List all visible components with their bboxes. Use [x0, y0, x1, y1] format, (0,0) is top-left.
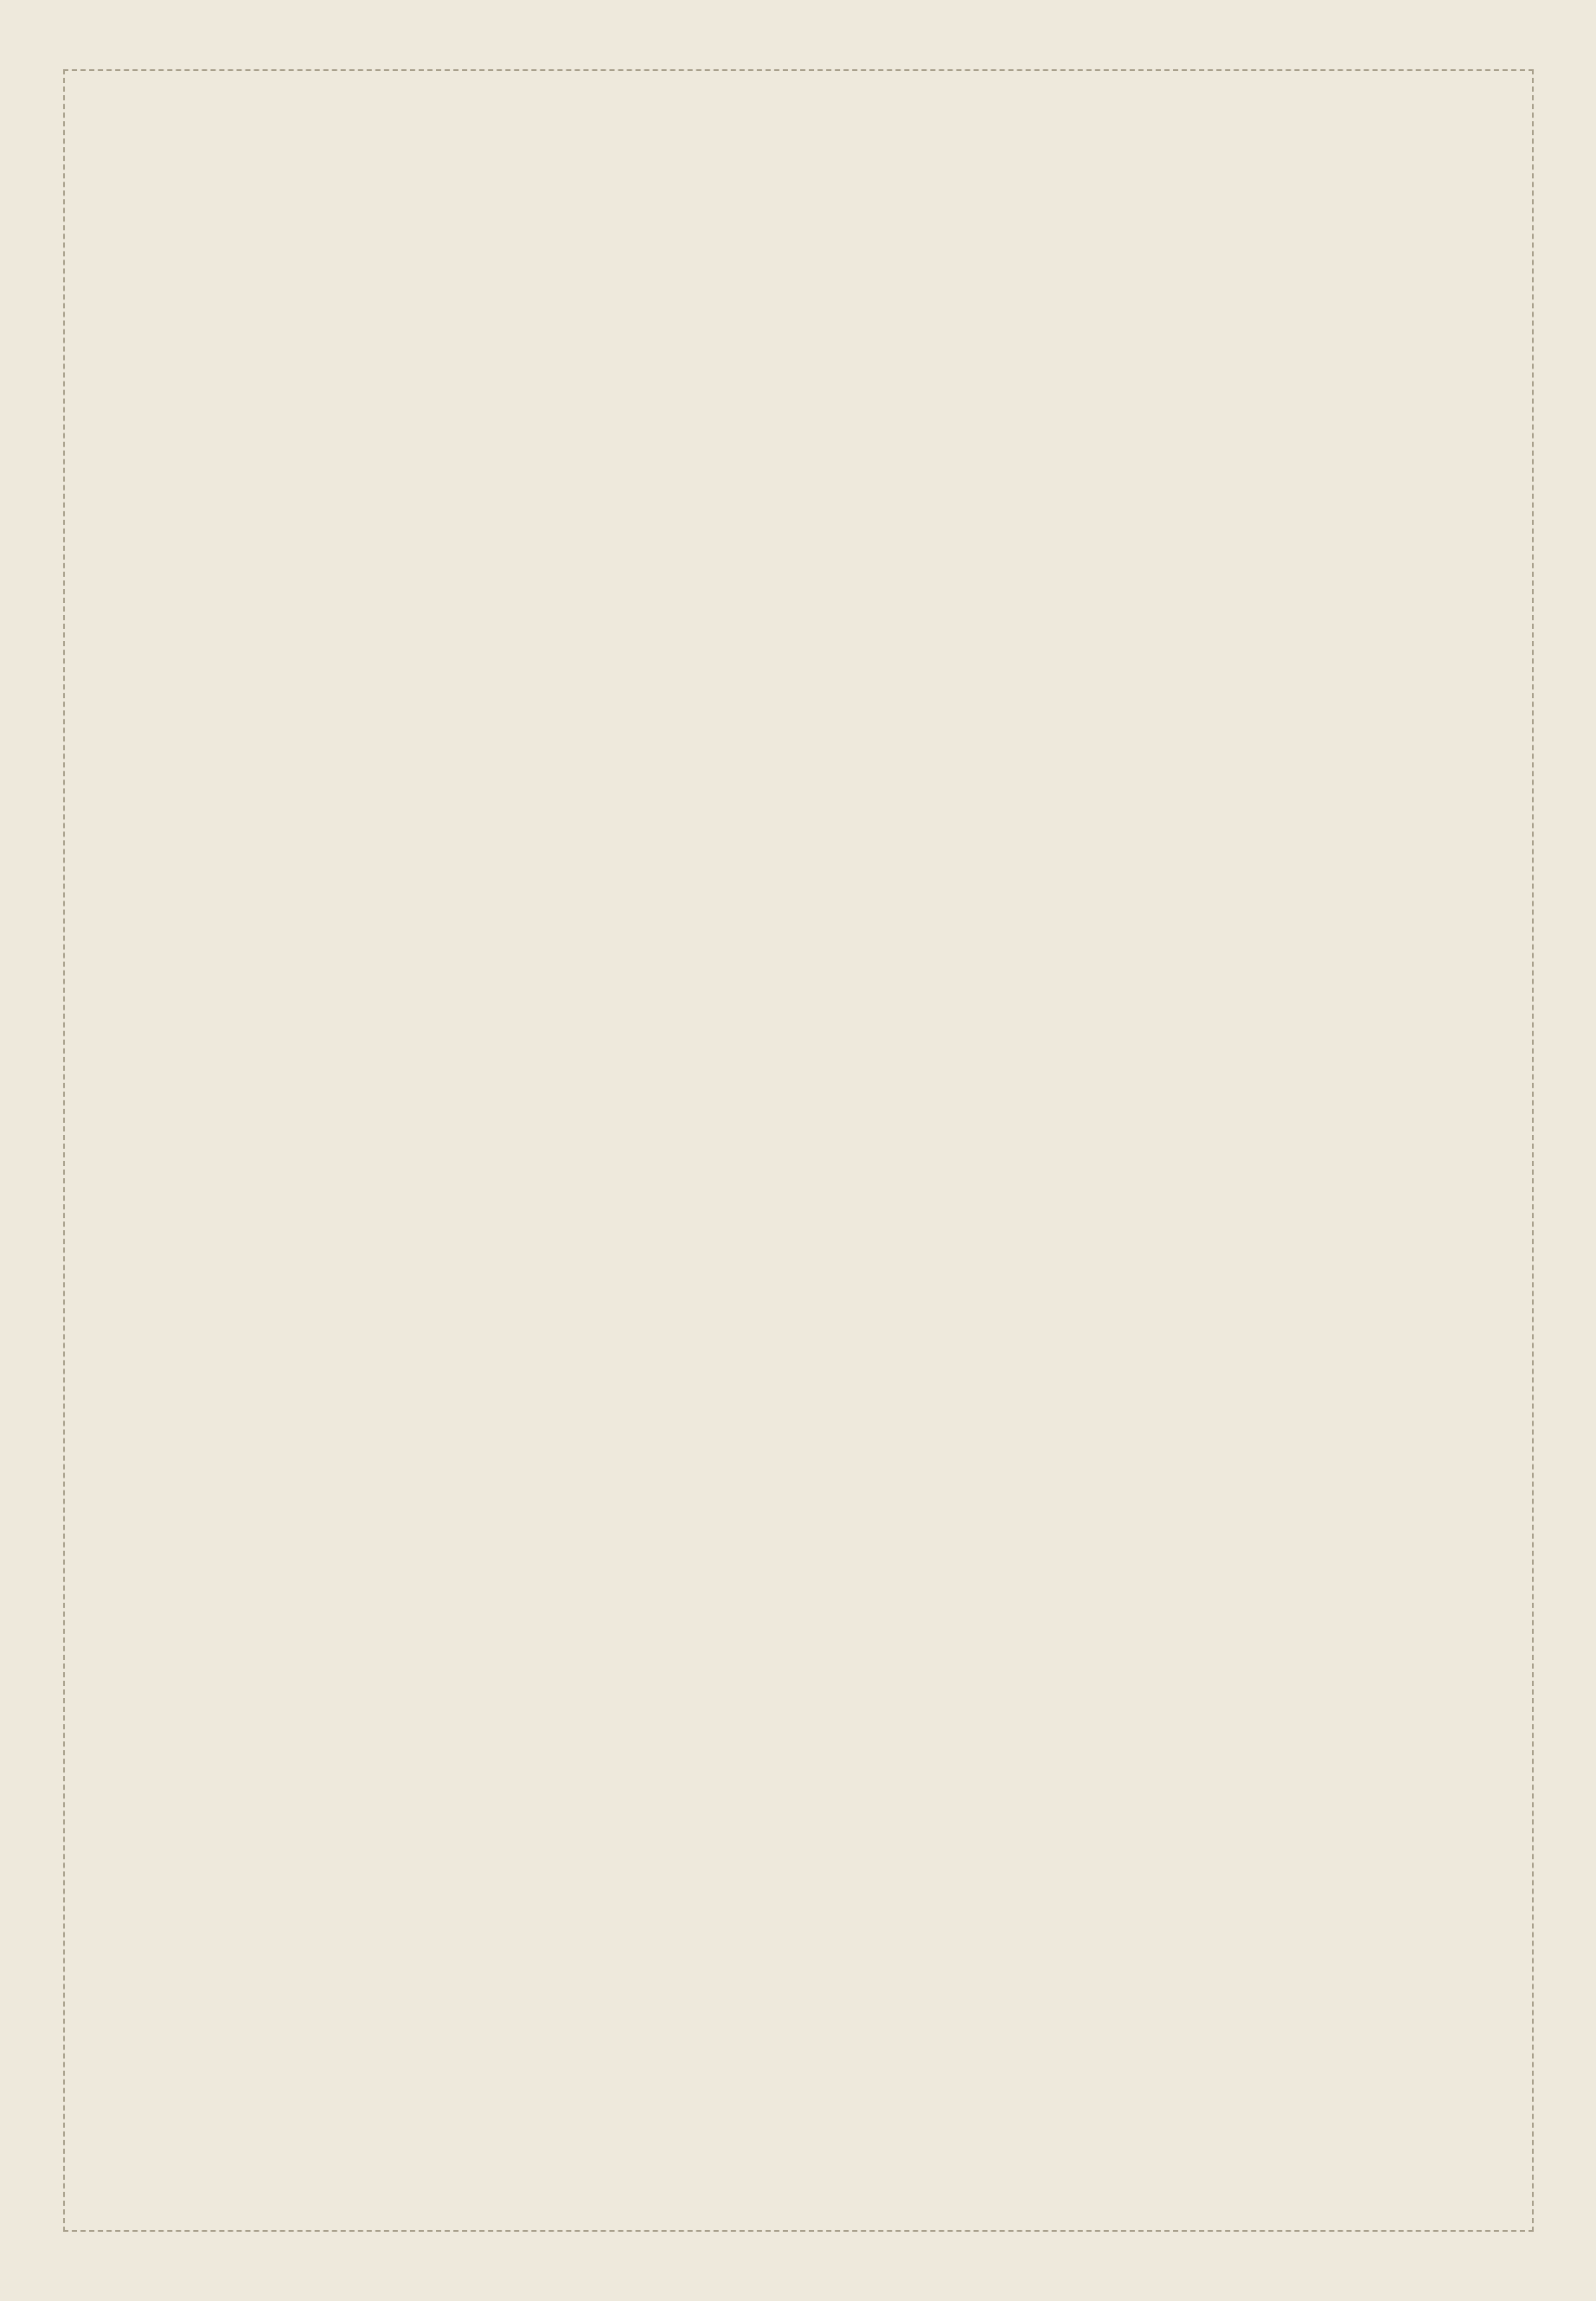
placeholder-frame [63, 69, 1534, 2232]
